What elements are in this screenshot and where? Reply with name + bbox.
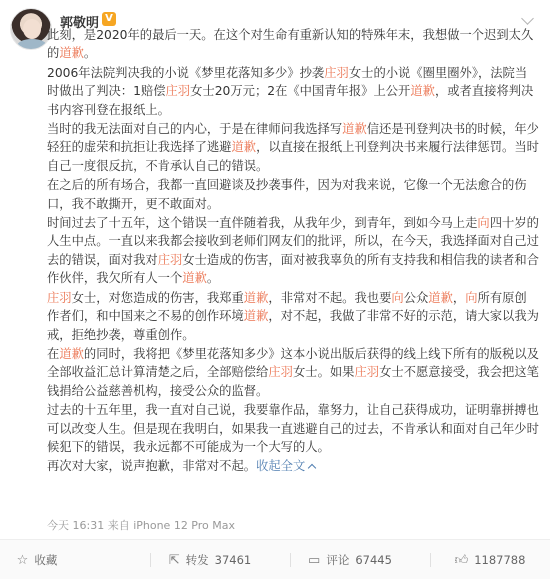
chevron-up-icon[interactable]	[308, 464, 316, 472]
keyword-highlight[interactable]: 道歉	[342, 122, 367, 137]
keyword-highlight[interactable]: 道歉	[410, 84, 435, 99]
post-paragraph	[47, 457, 539, 475]
keyword-highlight[interactable]: 道歉	[231, 140, 257, 155]
post-text: 女士。如果	[292, 365, 355, 380]
post-paragraph	[47, 214, 539, 288]
post-text: 在	[47, 346, 60, 361]
post-text: 2006年法院判决我的小说《梦里花落知多少》抄袭	[47, 65, 325, 80]
comment-icon: ▭	[308, 552, 321, 568]
post-text: ，以直接在报纸上刊登判决书来履行法律惩罚。当时自己一度很反抗，不肯承认自己的错误。	[47, 140, 539, 173]
keyword-highlight[interactable]: 道歉	[243, 290, 269, 305]
collect-label: 收藏	[34, 553, 58, 567]
chevron-down-icon[interactable]	[520, 10, 536, 26]
post-body	[47, 26, 539, 476]
post-text: 当时的我无法面对自己的内心，于是在律师问我选择写	[47, 122, 343, 137]
post-paragraph	[47, 289, 539, 344]
like-button[interactable]	[430, 540, 550, 579]
collect-button[interactable]	[0, 540, 80, 579]
post-text: 信还是刊登判决书的时候，年少轻狂的虚荣和抗拒让我选择了逃避	[47, 122, 539, 155]
post-text: 公众	[403, 290, 429, 305]
post-text: 女士造成的伤害，面对被我辜负的所有支持我和相信我的读者和合作伙伴，我欠所有人一个	[47, 252, 539, 286]
post-text: 再次对大家，说声抱歉，非常对不起。	[47, 459, 257, 474]
repost-icon: ⇱	[168, 552, 180, 568]
keyword-highlight[interactable]: 庄羽	[165, 84, 191, 99]
comment-label: 评论	[326, 553, 350, 567]
post-text: 女士20万元；2在《中国青年报》上公开	[190, 84, 411, 99]
post-text: 此刻，是2020年的最后一天。在这个对生命有重新认知的特殊年末，我想做一个迟到太久的	[47, 28, 534, 61]
comment-button[interactable]	[290, 540, 410, 579]
keyword-highlight[interactable]: 庄羽	[324, 65, 349, 80]
post-text: 时间过去了十五年，这个错误一直伴随着我，从我年少，到青年，到如今马上走	[47, 216, 478, 231]
repost-button[interactable]	[150, 540, 270, 579]
post-text: 。	[206, 271, 220, 286]
keyword-highlight[interactable]: 庄羽	[157, 252, 183, 267]
repost-count: 37461	[214, 553, 252, 567]
post-paragraph	[47, 120, 539, 175]
post-paragraph	[47, 176, 539, 213]
post-paragraph	[47, 401, 539, 456]
post-meta: 今天 16:31 来自 iPhone 12 Pro Max	[47, 519, 235, 532]
keyword-highlight[interactable]: 道歉	[243, 309, 269, 324]
avatar-shirt	[17, 39, 47, 50]
keyword-highlight[interactable]: 庄羽	[268, 365, 293, 380]
verified-badge-icon: V	[102, 12, 116, 26]
collapse-link[interactable]: 收起全文	[256, 459, 306, 474]
post-text: 所有原创作者们，和中国来之不易的创作环境	[47, 290, 527, 324]
thumbs-up-icon: 👍︎	[454, 552, 469, 568]
post-paragraph	[47, 26, 539, 63]
keyword-highlight[interactable]: 向	[391, 290, 404, 305]
post-text: 四十岁的人生中点。一直以来我都会接收到老师们网友们的批评，所以，在今天，我选择面对自己过去的错误，面对我对	[47, 216, 539, 267]
keyword-highlight[interactable]: 向	[477, 216, 490, 231]
avatar-face	[23, 19, 41, 39]
post-text: 女士，对您造成的伤害，我郑重	[71, 290, 244, 305]
post-paragraph	[47, 64, 539, 119]
post-text: ，对不起，我做了非常不好的示范，请大家以我为戒，拒绝抄袭，尊重创作。	[47, 309, 539, 342]
avatar[interactable]	[10, 8, 52, 50]
post-text: 在之后的所有场合，我都一直回避谈及抄袭事件，因为对我来说，它像一个无法愈合的伤口，我不敢撕开，更不敢面对。	[47, 178, 527, 211]
post-paragraph	[47, 345, 539, 400]
repost-label: 转发	[185, 553, 209, 567]
post-text: 的同时，我将把《梦里花落知多少》这本小说出版后获得的线上线下所有的版税以及全部收益汇总计算清楚之后，全部赔偿给	[47, 346, 539, 380]
post-text: 女士的小说《圈里圈外》，法院当时做出了判决：1赔偿	[47, 65, 528, 99]
keyword-highlight[interactable]: 道歉	[59, 346, 84, 361]
comment-count: 67445	[355, 553, 392, 567]
post-text: 女士不愿意接受，我会把这笔钱捐给公益慈善机构，接受公众的监督。	[47, 365, 539, 398]
post-text: 。	[83, 46, 97, 61]
keyword-highlight[interactable]: 向	[465, 290, 478, 305]
username[interactable]: 郭敬明	[60, 16, 100, 31]
like-count: 1187788	[474, 553, 526, 567]
post-text: 过去的十五年里，我一直对自己说，我要靠作品，靠努力，让自己获得成功，证明靠拼搏也可以改变人生。但是现在我明白，如果我一直逃避自己的过去，不肯承认和面对自己年少时候犯下的错误，我永远都不可能成为一个大写的人。	[47, 403, 539, 454]
keyword-highlight[interactable]: 庄羽	[354, 365, 380, 380]
keyword-highlight[interactable]: 道歉	[59, 46, 84, 61]
post-text: ，	[452, 290, 466, 305]
keyword-highlight[interactable]: 庄羽	[47, 290, 72, 305]
keyword-highlight[interactable]: 道歉	[182, 271, 207, 286]
post-text: ，非常对不起。我也要	[268, 290, 392, 305]
post-text: ，或者直接将判决书内容刊登在报纸上。	[47, 84, 534, 117]
star-icon: ☆	[16, 552, 29, 568]
keyword-highlight[interactable]: 道歉	[428, 290, 453, 305]
action-bar	[0, 539, 550, 579]
